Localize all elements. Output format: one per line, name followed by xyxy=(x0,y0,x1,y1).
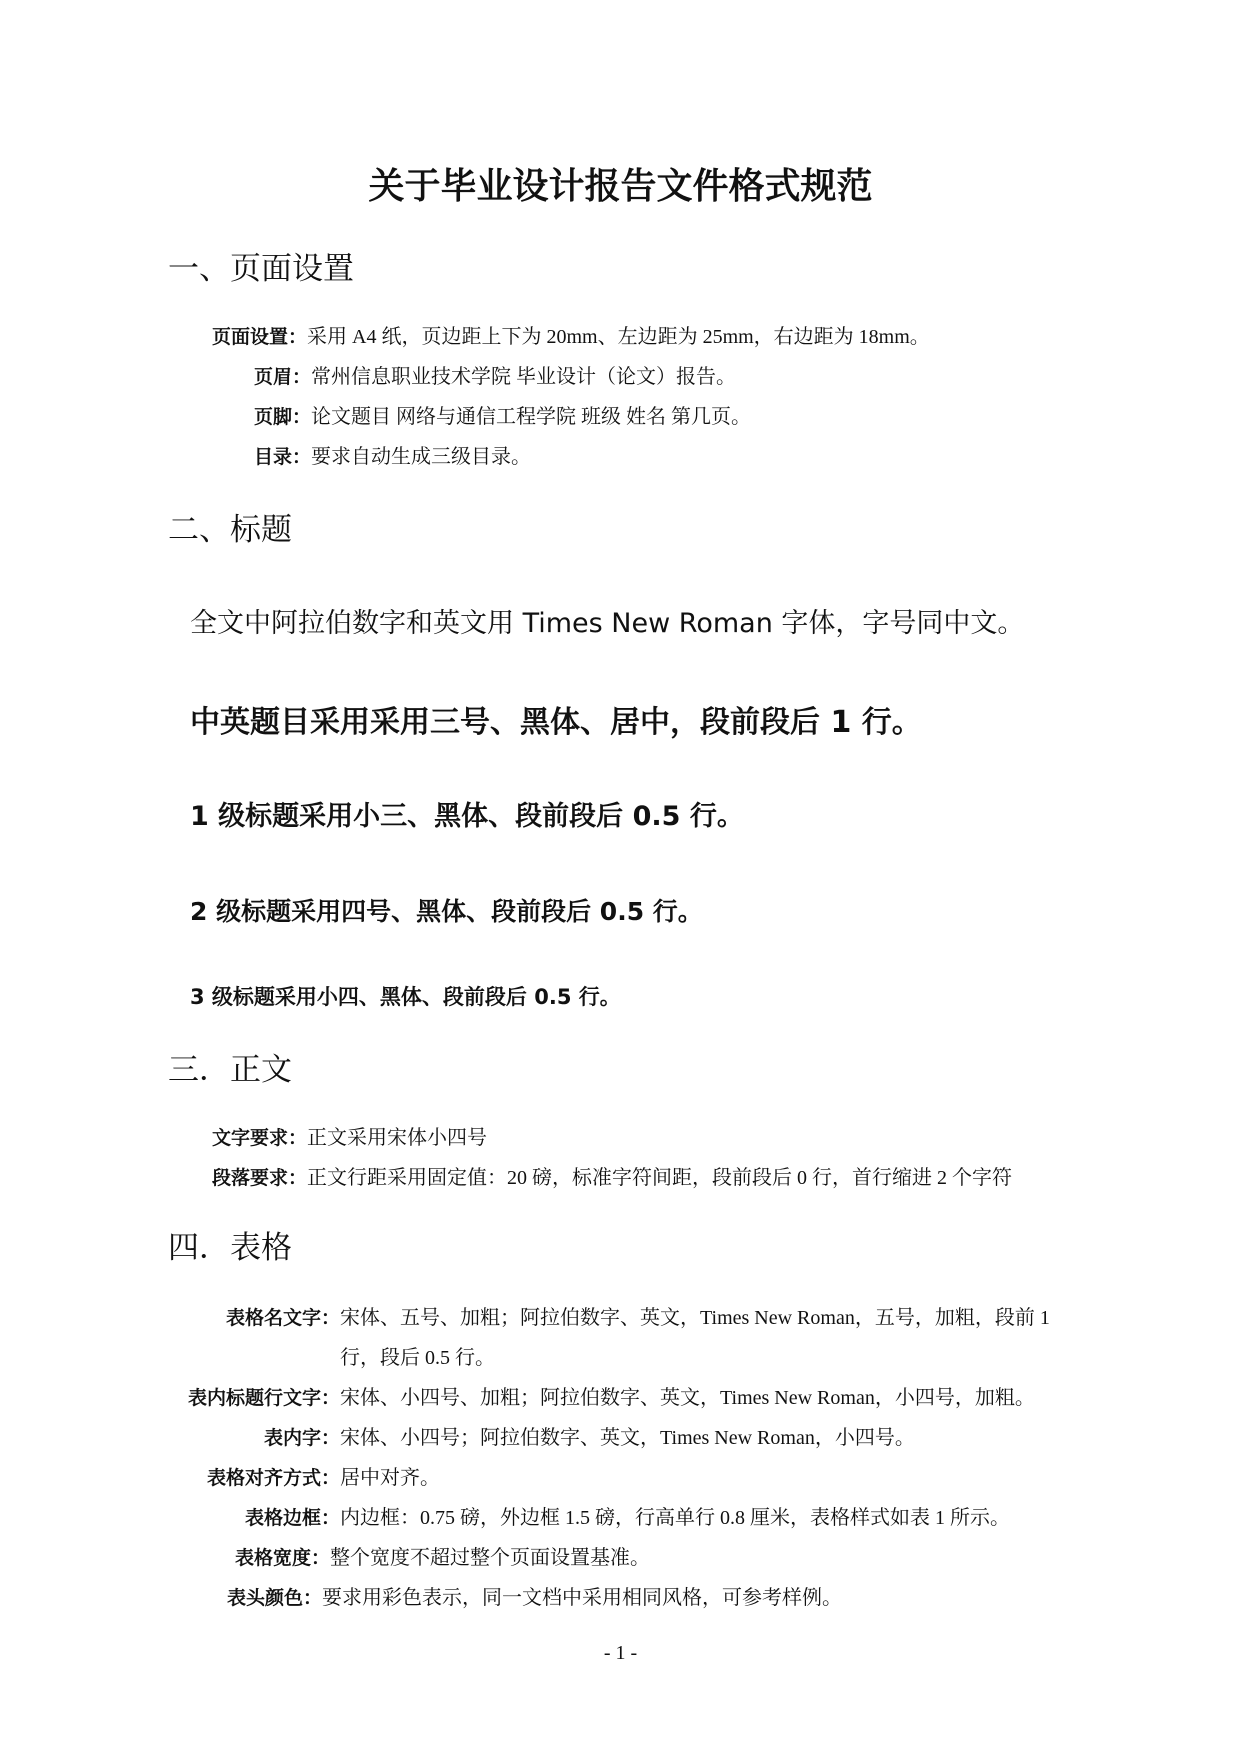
row-table-border xyxy=(168,1501,1010,1530)
row-table-header-text xyxy=(168,1381,1035,1410)
row-text: 宋体、小四号；阿拉伯数字、英文，Times New Roman，小四号。 xyxy=(340,1427,915,1449)
row-table-align xyxy=(168,1461,440,1490)
section-heading-titles: 二、标题 xyxy=(168,512,292,548)
row-text: 宋体、小四号、加粗；阿拉伯数字、英文，Times New Roman，小四号，加粗。 xyxy=(340,1387,1035,1409)
section-heading-tables: 四．表格 xyxy=(168,1230,292,1266)
level2-rule: 2 级标题采用四号、黑体、段前段后 0.5 行。 xyxy=(190,897,703,926)
row-label: 表内标题行文字： xyxy=(187,1387,340,1409)
row-label: 表格对齐方式： xyxy=(206,1467,340,1489)
row-text-requirement xyxy=(212,1121,487,1150)
row-text: 要求自动生成三级目录。 xyxy=(311,446,532,468)
row-label: 段落要求： xyxy=(212,1167,308,1189)
section-heading-body: 三．正文 xyxy=(168,1052,292,1088)
row-label: 表头颜色： xyxy=(226,1587,322,1609)
row-header xyxy=(254,360,736,389)
font-note: 全文中阿拉伯数字和英文用 Times New Roman 字体，字号同中文。 xyxy=(190,608,1025,639)
row-text: 正文采用宋体小四号 xyxy=(307,1127,488,1149)
title-rule: 中英题目采用采用三号、黑体、居中，段前段后 1 行。 xyxy=(190,705,922,740)
row-label: 页眉： xyxy=(254,366,312,388)
row-label: 表格宽度： xyxy=(234,1547,330,1569)
row-text: 常州信息职业技术学院 毕业设计（论文）报告。 xyxy=(311,366,737,388)
row-table-width xyxy=(168,1541,650,1570)
row-text: 内边框：0.75 磅，外边框 1.5 磅，行高单行 0.8 厘米，表格样式如表 1 所示。 xyxy=(340,1507,1010,1529)
row-label: 文字要求： xyxy=(212,1127,308,1149)
row-text: 宋体、五号、加粗；阿拉伯数字、英文，Times New Roman，五号，加粗，段前 1 xyxy=(340,1307,1050,1329)
row-label: 页脚： xyxy=(254,406,312,428)
row-toc xyxy=(254,440,531,469)
row-table-caption xyxy=(168,1301,1050,1330)
row-page-setup xyxy=(212,320,930,349)
row-text: 采用 A4 纸，页边距上下为 20mm、左边距为 25mm，右边距为 18mm。 xyxy=(307,326,930,348)
row-text: 论文题目 网络与通信工程学院 班级 姓名 第几页。 xyxy=(311,406,752,428)
section-heading-page-setup: 一、页面设置 xyxy=(168,251,354,287)
row-footer xyxy=(254,400,751,429)
row-label: 目录： xyxy=(254,446,312,468)
document-title: 关于毕业设计报告文件格式规范 xyxy=(368,166,873,207)
level3-rule: 3 级标题采用小四、黑体、段前段后 0.5 行。 xyxy=(190,985,621,1009)
row-label: 页面设置： xyxy=(212,326,308,348)
row-text: 整个宽度不超过整个页面设置基准。 xyxy=(330,1547,650,1569)
page-number: - 1 - xyxy=(603,1642,638,1664)
row-label: 表格名文字： xyxy=(225,1307,340,1329)
row-table-caption-cont: 行，段后 0.5 行。 xyxy=(340,1347,495,1369)
level1-rule: 1 级标题采用小三、黑体、段前段后 0.5 行。 xyxy=(190,801,744,832)
row-text: 正文行距采用固定值：20 磅，标准字符间距，段前段后 0 行，首行缩进 2 个字符 xyxy=(307,1167,1013,1189)
row-text: 居中对齐。 xyxy=(340,1467,440,1489)
row-label: 表内字： xyxy=(263,1427,340,1449)
row-paragraph-requirement xyxy=(212,1161,1012,1190)
row-table-header-color xyxy=(168,1581,842,1610)
row-table-body-text xyxy=(168,1421,915,1450)
row-text: 要求用彩色表示，同一文档中采用相同风格，可参考样例。 xyxy=(322,1587,842,1609)
row-label: 表格边框： xyxy=(244,1507,340,1529)
